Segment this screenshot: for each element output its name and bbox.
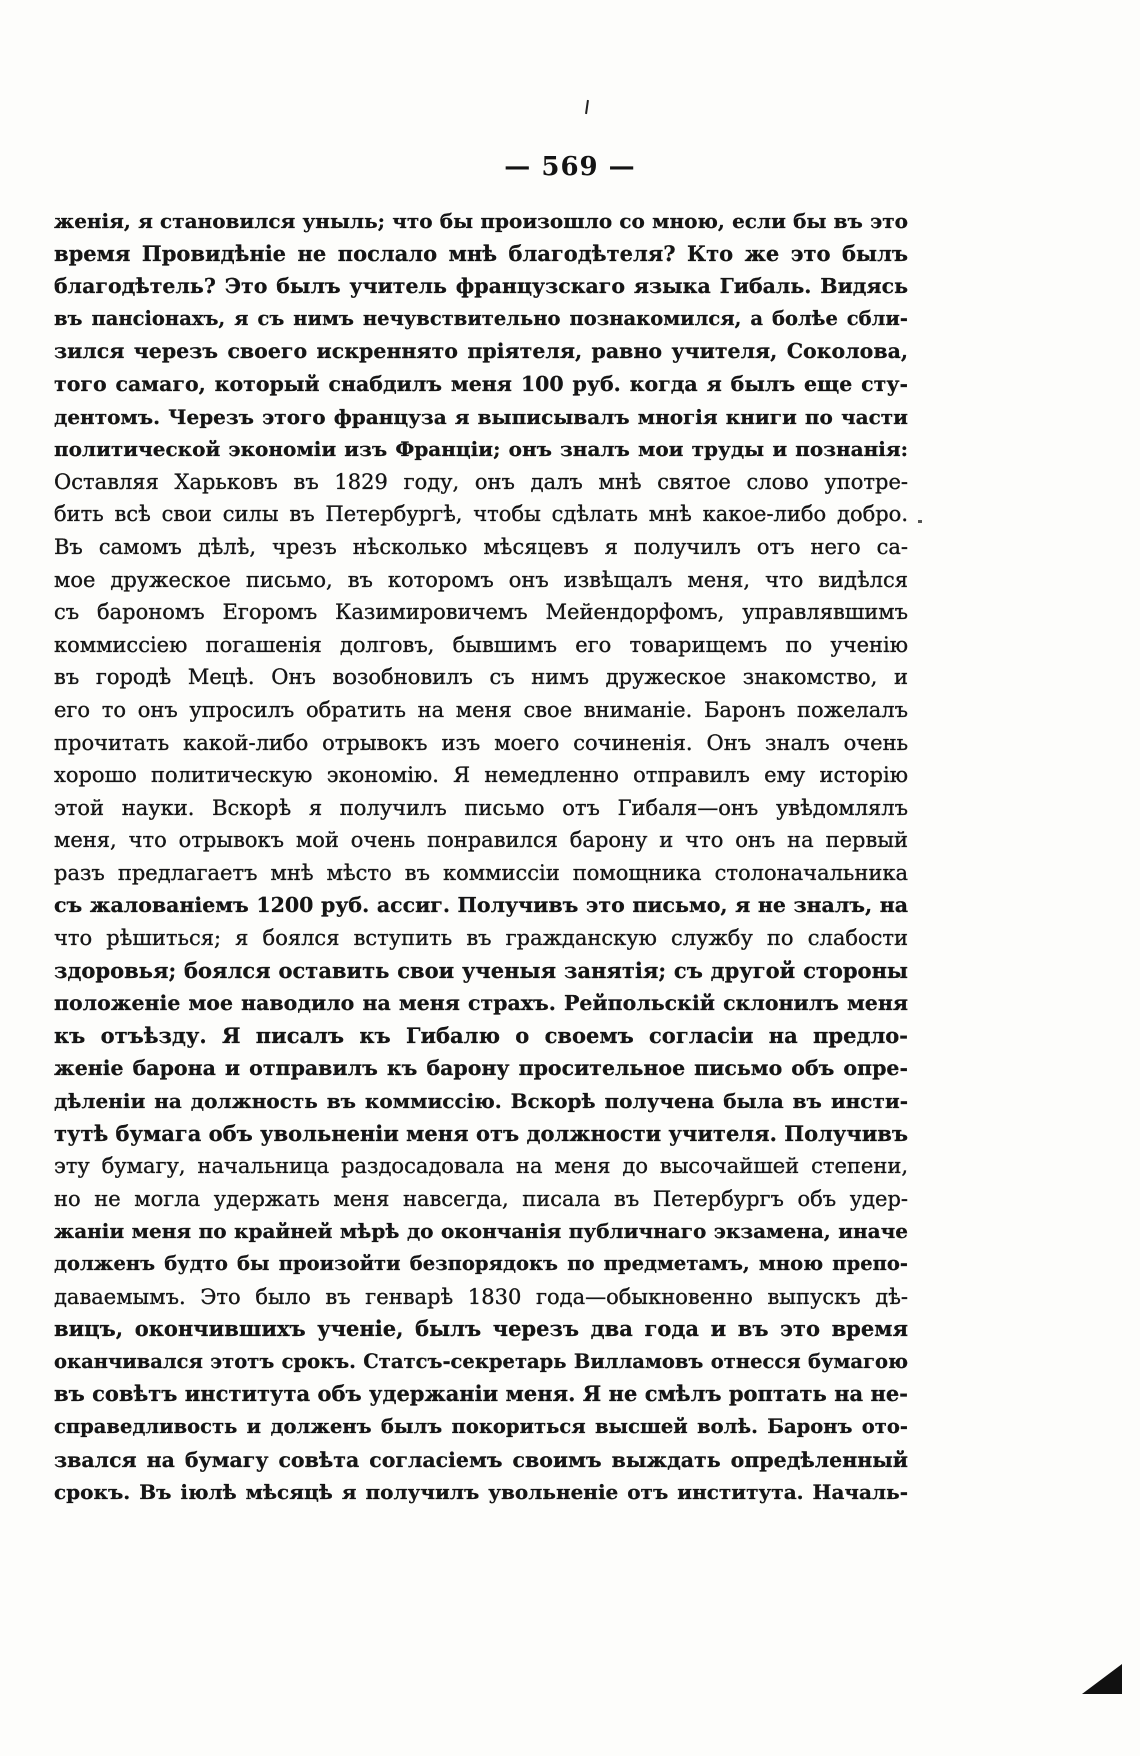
text-line: къ отъѣзду. Я писалъ къ Гибалю о своемъ согласіи на предло- <box>54 1022 908 1048</box>
text-line: разъ предлагаетъ мнѣ мѣсто въ коммиссіи помощника столоначальника <box>54 860 908 885</box>
text-line: этой науки. Вскорѣ я получилъ письмо отъ Гибаля—онъ увѣдомлялъ <box>54 795 908 820</box>
body-text <box>54 205 908 1509</box>
text-line: зился черезъ своего искреннято пріятеля, равно учителя, Соколова, <box>54 339 908 364</box>
text-line: долженъ будто бы произойти безпорядокъ по предметамъ, мною препо- <box>54 1252 908 1275</box>
text-line: Въ самомъ дѣлѣ, чрезъ нѣсколько мѣсяцевъ я получилъ отъ него са- <box>54 534 908 559</box>
ink-mark <box>585 100 589 114</box>
text-line: даваемымъ. Это было въ генварѣ 1830 года—обыкновенно выпускъ дѣ- <box>54 1284 908 1309</box>
text-line: дѣленіи на должность въ коммиссію. Вскорѣ получена была въ инсти- <box>54 1089 908 1114</box>
text-line: хорошо политическую экономію. Я немедленно отправилъ ему исторію <box>54 763 908 788</box>
text-line: коммиссіею погашенія долговъ, бывшимъ его товарищемъ по ученію <box>54 632 908 657</box>
text-line: женія, я становился уныль; что бы произошло со мною, если бы въ это <box>54 209 908 233</box>
text-line: Оставляя Харьковъ въ 1829 году, онъ далъ мнѣ святое слово употре- <box>54 469 908 494</box>
text-line: дентомъ. Черезъ этого француза я выписывалъ многія книги по части <box>54 404 908 429</box>
text-line: политической экономіи изъ Франціи; онъ зналъ мои труды и познанія: <box>54 437 908 462</box>
text-line: бить всѣ свои силы въ Петербургѣ, чтобы сдѣлать мнѣ какое-либо добро. <box>54 502 908 527</box>
text-line: въ городѣ Мецѣ. Онъ возобновилъ съ нимъ дружеское знакомство, и <box>54 665 908 690</box>
text-line: прочитать какой-либо отрывокъ изъ моего сочиненія. Онъ зналъ очень <box>54 730 908 755</box>
margin-speck <box>918 520 922 523</box>
text-line: женіе барона и отправилъ къ барону просительное письмо объ опре- <box>54 1056 908 1081</box>
text-line: положеніе мое наводило на меня страхъ. Рейпольскій склонилъ меня <box>54 991 908 1016</box>
text-line: что рѣшиться; я боялся вступить въ гражданскую службу по слабости <box>54 926 908 951</box>
corner-ink-mark <box>1082 1664 1122 1694</box>
text-line: здоровья; боялся оставить свои ученыя занятія; съ другой стороны <box>54 957 908 983</box>
text-line: того самаго, который снабдилъ меня 100 руб. когда я былъ еще сту- <box>54 371 908 396</box>
text-line: въ пансіонахъ, я съ нимъ нечувствительно познакомился, а болѣе сбли- <box>54 306 908 330</box>
text-line: оканчивался этотъ срокъ. Статсъ-секретарь Вилламовъ отнесся бумагою <box>54 1349 908 1373</box>
text-line: справедливость и долженъ былъ покориться высшей волѣ. Баронъ ото- <box>54 1414 908 1438</box>
text-line: благодѣтель? Это былъ учитель французскаго языка Гибаль. Видясь <box>54 274 908 299</box>
text-line: тутѣ бумага объ увольненіи меня отъ должности учителя. Получивъ <box>54 1120 908 1146</box>
text-line: эту бумагу, начальница раздосадовала на меня до высочайшей степени, <box>54 1154 908 1179</box>
text-line: съ барономъ Егоромъ Казимировичемъ Мейендорфомъ, управлявшимъ <box>54 600 908 625</box>
text-line: звался на бумагу совѣта согласіемъ своимъ выждать опредѣленный <box>54 1447 908 1472</box>
text-line: вицъ, окончившихъ ученіе, былъ черезъ два года и въ это время <box>54 1316 908 1342</box>
text-line: срокъ. Въ іюлѣ мѣсяцѣ я получилъ увольненіе отъ института. Началь- <box>54 1480 908 1505</box>
text-line: жаніи меня по крайней мѣрѣ до окончанія публичнаго экзамена, иначе <box>54 1219 908 1244</box>
text-line: съ жалованіемъ 1200 руб. ассиг. Получивъ это письмо, я не зналъ, на <box>54 893 908 918</box>
text-line: въ совѣтъ института объ удержаніи меня. Я не смѣлъ роптать на не- <box>54 1381 908 1407</box>
text-line: но не могла удержать меня навсегда, писала въ Петербургъ объ удер- <box>54 1186 908 1211</box>
page-number: — 569 — <box>504 152 636 182</box>
text-line: меня, что отрывокъ мой очень понравился барону и что онъ на первый <box>54 828 908 853</box>
text-line: его то онъ упросилъ обратить на меня свое вниманіе. Баронъ пожелалъ <box>54 697 908 722</box>
text-line: время Провидѣніе не послало мнѣ благодѣтеля? Кто же это былъ <box>54 240 908 266</box>
text-line: мое дружеское письмо, въ которомъ онъ извѣщалъ меня, что видѣлся <box>54 567 908 592</box>
